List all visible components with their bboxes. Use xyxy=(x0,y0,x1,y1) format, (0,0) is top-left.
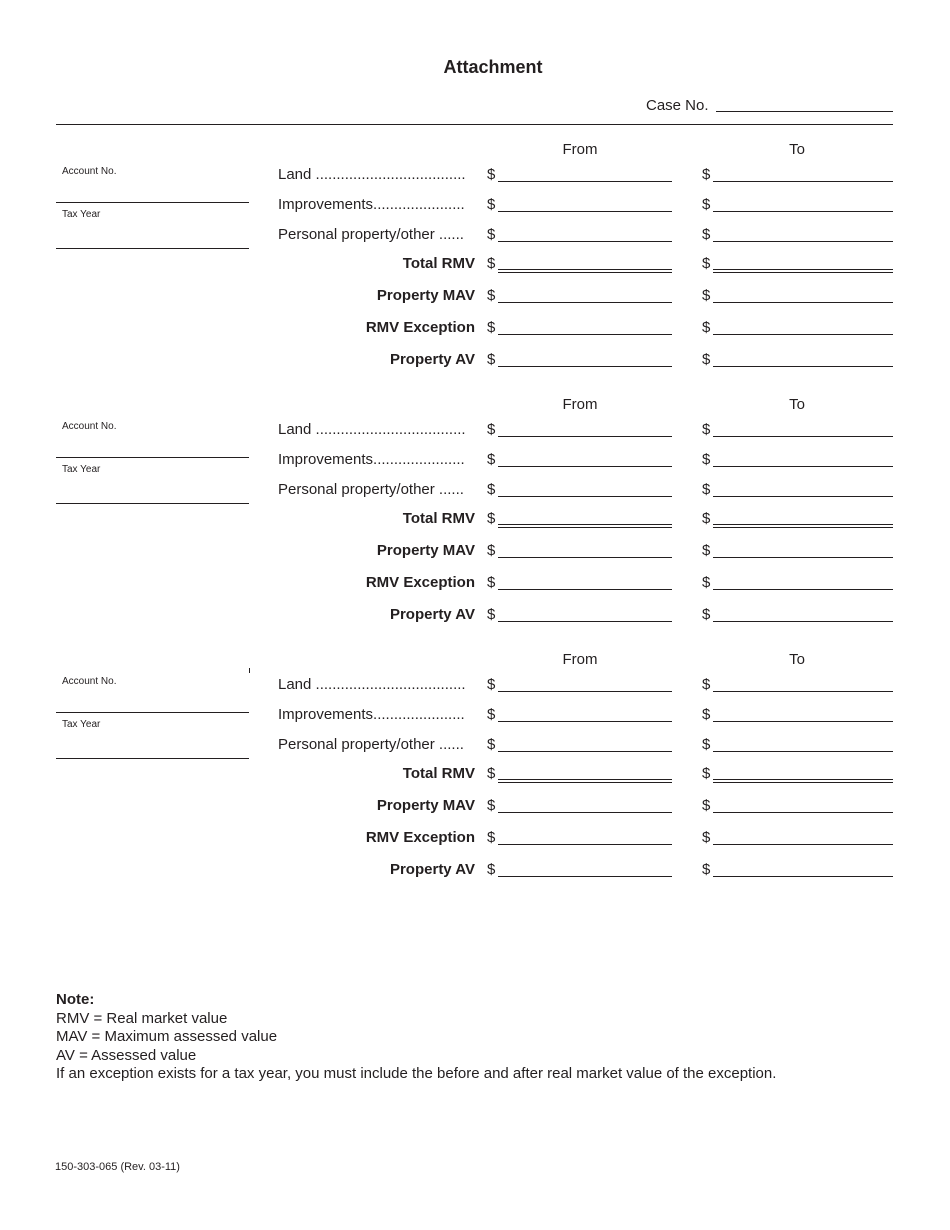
to-dollar-sign: $ xyxy=(702,226,711,243)
row-label: Property AV xyxy=(389,861,475,878)
from-dollar-sign: $ xyxy=(487,736,496,753)
to-dollar-sign: $ xyxy=(702,319,711,336)
to-amount-field[interactable] xyxy=(713,366,893,367)
row-label: RMV Exception xyxy=(365,574,475,591)
to-amount-field[interactable] xyxy=(713,691,893,692)
note-line-exception: If an exception exists for a tax year, you must include the before and after real market value of the exception. xyxy=(56,1065,777,1083)
from-dollar-sign: $ xyxy=(487,255,496,272)
case-number-field[interactable] xyxy=(716,111,893,112)
from-dollar-sign: $ xyxy=(487,226,496,243)
from-dollar-sign: $ xyxy=(487,421,496,438)
note-line-rmv: RMV = Real market value xyxy=(56,1009,228,1027)
from-dollar-sign: $ xyxy=(487,287,496,304)
to-amount-field[interactable] xyxy=(713,496,893,497)
to-dollar-sign: $ xyxy=(702,451,711,468)
from-dollar-sign: $ xyxy=(487,706,496,723)
from-dollar-sign: $ xyxy=(487,606,496,623)
from-column-header: From xyxy=(562,651,598,668)
from-amount-field[interactable] xyxy=(498,211,672,212)
from-total-double-rule xyxy=(498,782,672,783)
account-number-label: Account No. xyxy=(62,166,117,177)
from-dollar-sign: $ xyxy=(487,574,496,591)
to-dollar-sign: $ xyxy=(702,166,711,183)
from-amount-field[interactable] xyxy=(498,621,672,622)
tax-year-label: Tax Year xyxy=(62,209,101,220)
note-title: Note: xyxy=(56,991,95,1008)
account-number-label: Account No. xyxy=(62,421,117,432)
to-dollar-sign: $ xyxy=(702,765,711,782)
to-dollar-sign: $ xyxy=(702,606,711,623)
from-amount-field[interactable] xyxy=(498,496,672,497)
from-amount-field[interactable] xyxy=(498,436,672,437)
from-dollar-sign: $ xyxy=(487,196,496,213)
from-column-header: From xyxy=(562,141,598,158)
to-total-double-rule xyxy=(713,272,893,273)
from-amount-field[interactable] xyxy=(498,779,672,780)
to-dollar-sign: $ xyxy=(702,829,711,846)
to-dollar-sign: $ xyxy=(702,797,711,814)
row-label: Total RMV xyxy=(402,765,475,782)
from-dollar-sign: $ xyxy=(487,451,496,468)
to-amount-field[interactable] xyxy=(713,211,893,212)
row-label: Personal property/other ...... xyxy=(278,736,464,753)
from-amount-field[interactable] xyxy=(498,876,672,877)
from-dollar-sign: $ xyxy=(487,542,496,559)
row-label: Property MAV xyxy=(376,797,475,814)
from-amount-field[interactable] xyxy=(498,241,672,242)
to-amount-field[interactable] xyxy=(713,589,893,590)
to-amount-field[interactable] xyxy=(713,844,893,845)
to-total-double-rule xyxy=(713,782,893,783)
account-number-field[interactable] xyxy=(56,457,249,458)
section-tick-mark xyxy=(249,668,250,673)
to-amount-field[interactable] xyxy=(713,466,893,467)
from-amount-field[interactable] xyxy=(498,302,672,303)
account-number-field[interactable] xyxy=(56,202,249,203)
to-amount-field[interactable] xyxy=(713,181,893,182)
property-section xyxy=(0,642,950,897)
from-column-header: From xyxy=(562,396,598,413)
to-amount-field[interactable] xyxy=(713,751,893,752)
to-amount-field[interactable] xyxy=(713,436,893,437)
from-dollar-sign: $ xyxy=(487,861,496,878)
from-amount-field[interactable] xyxy=(498,691,672,692)
to-dollar-sign: $ xyxy=(702,574,711,591)
tax-year-label: Tax Year xyxy=(62,464,101,475)
from-amount-field[interactable] xyxy=(498,334,672,335)
tax-year-field[interactable] xyxy=(56,248,249,249)
to-dollar-sign: $ xyxy=(702,255,711,272)
row-label: Total RMV xyxy=(402,510,475,527)
from-amount-field[interactable] xyxy=(498,269,672,270)
from-amount-field[interactable] xyxy=(498,589,672,590)
row-label: Property MAV xyxy=(376,287,475,304)
to-amount-field[interactable] xyxy=(713,812,893,813)
from-amount-field[interactable] xyxy=(498,721,672,722)
to-total-double-rule xyxy=(713,527,893,528)
from-dollar-sign: $ xyxy=(487,510,496,527)
to-dollar-sign: $ xyxy=(702,510,711,527)
tax-year-field[interactable] xyxy=(56,503,249,504)
to-amount-field[interactable] xyxy=(713,269,893,270)
from-total-double-rule xyxy=(498,272,672,273)
form-code: 150-303-065 (Rev. 03-11) xyxy=(55,1161,180,1173)
row-label: Land .................................... xyxy=(278,676,466,693)
to-amount-field[interactable] xyxy=(713,621,893,622)
to-dollar-sign: $ xyxy=(702,196,711,213)
to-dollar-sign: $ xyxy=(702,481,711,498)
row-label: Total RMV xyxy=(402,255,475,272)
to-amount-field[interactable] xyxy=(713,557,893,558)
row-label: Personal property/other ...... xyxy=(278,481,464,498)
property-section xyxy=(0,132,950,387)
to-dollar-sign: $ xyxy=(702,861,711,878)
to-dollar-sign: $ xyxy=(702,736,711,753)
row-label: Property MAV xyxy=(376,542,475,559)
account-number-label: Account No. xyxy=(62,676,117,687)
to-dollar-sign: $ xyxy=(702,706,711,723)
to-dollar-sign: $ xyxy=(702,676,711,693)
row-label: Land .................................... xyxy=(278,421,466,438)
note-block xyxy=(56,991,776,1084)
row-label: Improvements...................... xyxy=(278,706,465,723)
from-total-double-rule xyxy=(498,527,672,528)
row-label: Personal property/other ...... xyxy=(278,226,464,243)
row-label: Land .................................... xyxy=(278,166,466,183)
note-line-av: AV = Assessed value xyxy=(56,1046,197,1064)
row-label: Property AV xyxy=(389,606,475,623)
to-amount-field[interactable] xyxy=(713,302,893,303)
from-dollar-sign: $ xyxy=(487,166,496,183)
row-label: Property AV xyxy=(389,351,475,368)
to-amount-field[interactable] xyxy=(713,334,893,335)
row-label: Improvements...................... xyxy=(278,451,465,468)
from-amount-field[interactable] xyxy=(498,181,672,182)
from-amount-field[interactable] xyxy=(498,524,672,525)
from-amount-field[interactable] xyxy=(498,844,672,845)
to-dollar-sign: $ xyxy=(702,421,711,438)
to-amount-field[interactable] xyxy=(713,779,893,780)
from-amount-field[interactable] xyxy=(498,812,672,813)
to-amount-field[interactable] xyxy=(713,524,893,525)
from-dollar-sign: $ xyxy=(487,797,496,814)
header-rule xyxy=(56,124,893,125)
account-number-field[interactable] xyxy=(56,712,249,713)
tax-year-field[interactable] xyxy=(56,758,249,759)
to-column-header: To xyxy=(789,141,805,158)
row-label: RMV Exception xyxy=(365,829,475,846)
to-dollar-sign: $ xyxy=(702,287,711,304)
row-label: RMV Exception xyxy=(365,319,475,336)
to-amount-field[interactable] xyxy=(713,241,893,242)
from-amount-field[interactable] xyxy=(498,557,672,558)
to-column-header: To xyxy=(789,396,805,413)
property-section xyxy=(0,387,950,642)
from-dollar-sign: $ xyxy=(487,319,496,336)
from-dollar-sign: $ xyxy=(487,829,496,846)
from-amount-field[interactable] xyxy=(498,366,672,367)
to-column-header: To xyxy=(789,651,805,668)
from-dollar-sign: $ xyxy=(487,765,496,782)
from-dollar-sign: $ xyxy=(487,676,496,693)
to-amount-field[interactable] xyxy=(713,876,893,877)
note-line-mav: MAV = Maximum assessed value xyxy=(56,1028,278,1046)
from-dollar-sign: $ xyxy=(487,351,496,368)
to-dollar-sign: $ xyxy=(702,542,711,559)
case-number-label: Case No. xyxy=(646,97,709,114)
tax-year-label: Tax Year xyxy=(62,719,101,730)
row-label: Improvements...................... xyxy=(278,196,465,213)
to-amount-field[interactable] xyxy=(713,721,893,722)
form-title: Attachment xyxy=(443,57,543,77)
from-amount-field[interactable] xyxy=(498,466,672,467)
from-dollar-sign: $ xyxy=(487,481,496,498)
from-amount-field[interactable] xyxy=(498,751,672,752)
to-dollar-sign: $ xyxy=(702,351,711,368)
